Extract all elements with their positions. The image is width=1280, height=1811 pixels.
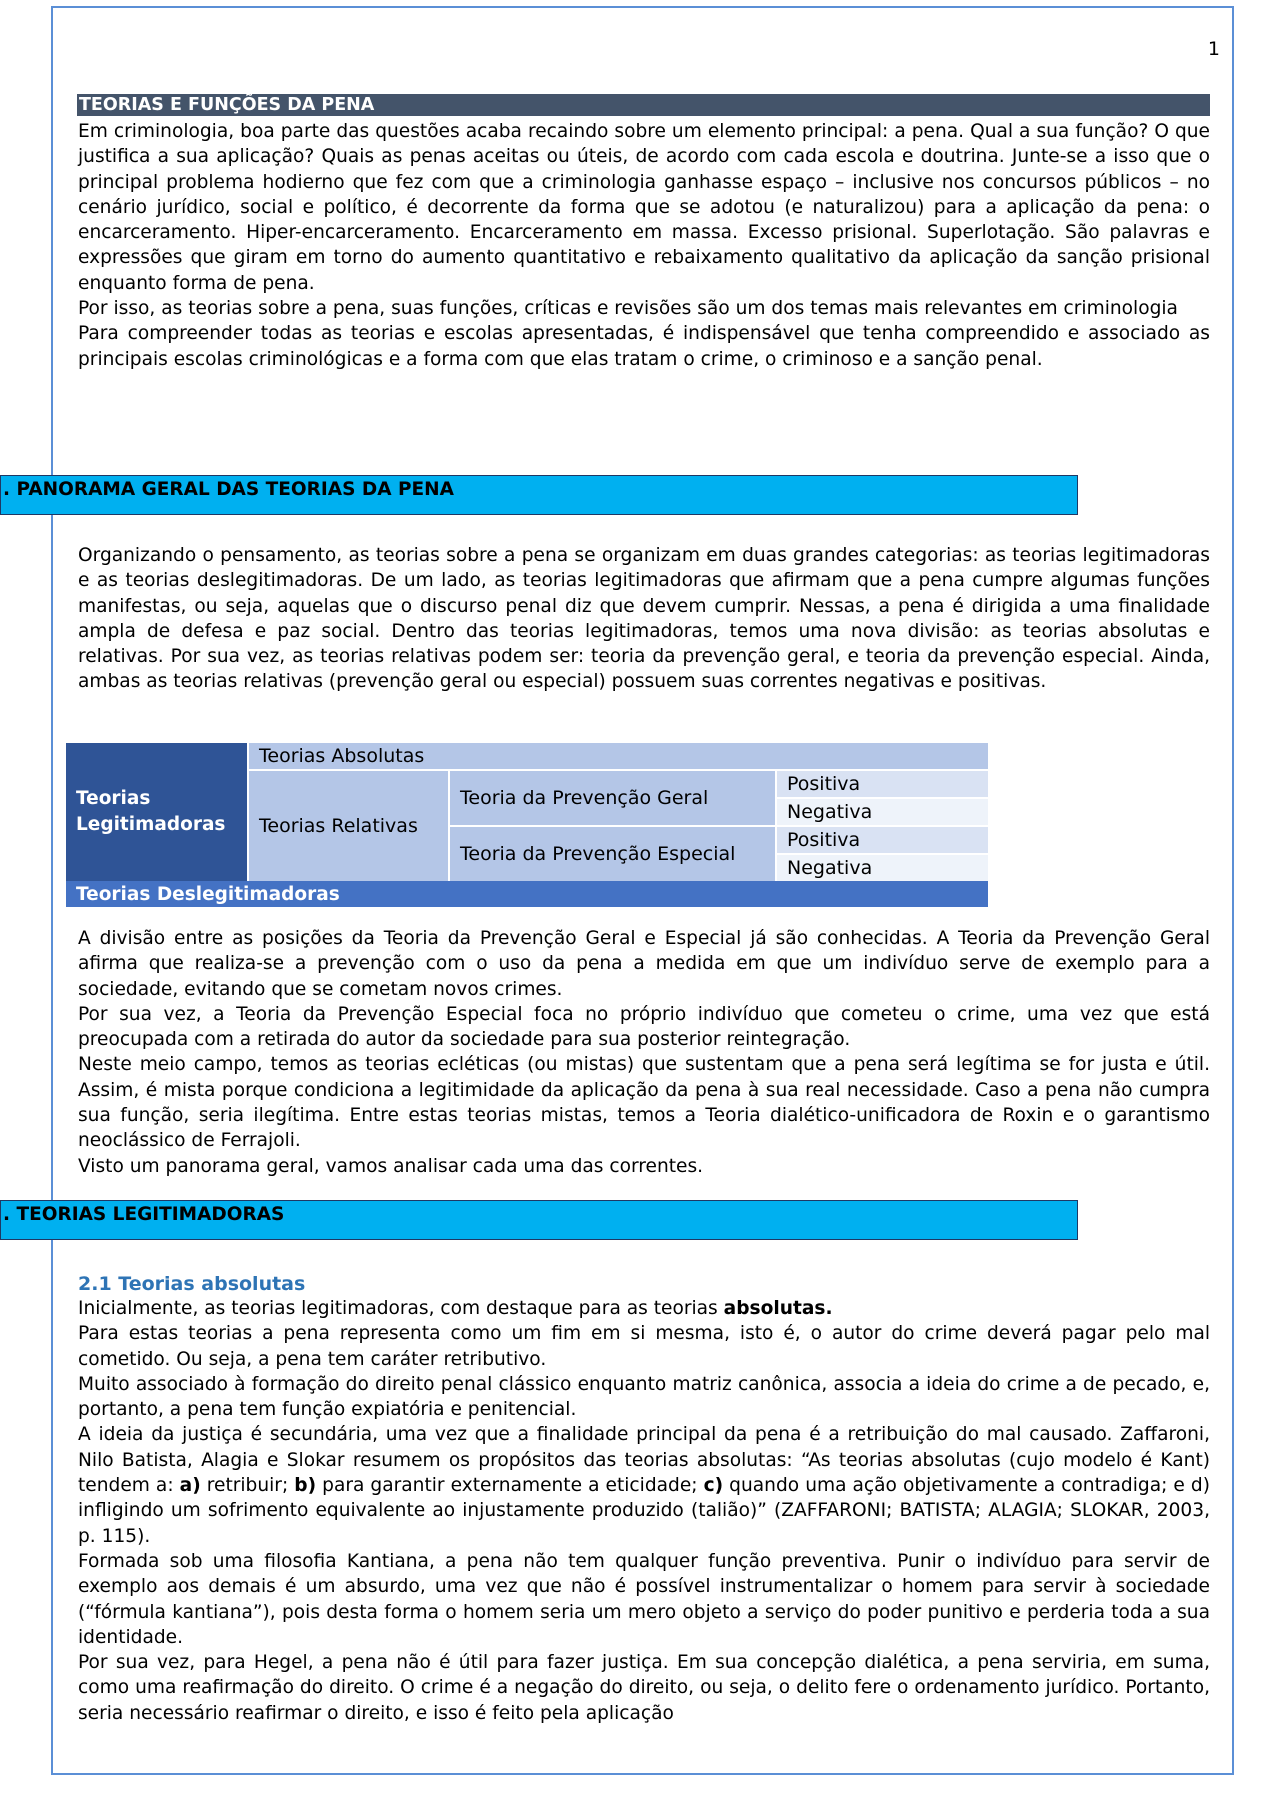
section-1-heading: . PANORAMA GERAL DAS TEORIAS DA PENA [0,475,1078,515]
section-2-heading: . TEORIAS LEGITIMADORAS [0,1200,1078,1240]
document-title: TEORIAS E FUNÇÕES DA PENA [77,94,1210,116]
section-2-body [78,1272,1210,1726]
cell-geral-negativa: Negativa [776,798,988,826]
cell-prevencao-especial: Teoria da Prevenção Especial [449,826,776,881]
cell-teorias-deslegitimadoras: Teorias Deslegitimadoras [66,881,988,907]
cell-teorias-legitimadoras: Teorias Legitimadoras [66,743,248,881]
section-2-paragraph-4 [78,1422,1210,1548]
intro-paragraph-2: Por isso, as teorias sobre a pena, suas funções, críticas e revisões são um dos temas mais relevantes em criminologia [78,298,1178,320]
section-1-after-paragraph-4: Visto um panorama geral, vamos analisar cada uma das correntes. [78,1155,704,1177]
cell-especial-positiva: Positiva [776,826,988,854]
cell-teorias-absolutas: Teorias Absolutas [248,743,988,770]
p4-bold-a: a) [179,1475,201,1497]
p4-b: retribuir; [200,1475,295,1497]
p4-d: quando uma ação objetivamente a contradiga; e d) infligindo um sofrimento equivalente ao injustamente produzido (talião)” (ZAFFARONI; BATISTA; ALAGIA; SLOKAR, 2003, p. 115). [78,1475,1210,1547]
section-1-after-paragraph-2: Por sua vez, a Teoria da Prevenção Especial foca no próprio indivíduo que cometeu o crime, uma vez que está preocupada com a retirada do autor da sociedade para sua posterior reintegração. [78,1003,1210,1051]
section-1-discussion [78,926,1210,1179]
cell-geral-positiva: Positiva [776,770,988,798]
section-1-after-paragraph-1: A divisão entre as posições da Teoria da Prevenção Geral e Especial já são conhecidas. A Teoria da Prevenção Geral afirma que realiza-se a prevenção com o uso da pena a medida em que um indivíduo serve de exemplo para a sociedade, evitando que se cometam novos crimes. [78,928,1210,1000]
cell-especial-negativa: Negativa [776,854,988,881]
theories-table [66,743,988,907]
p4-bold-b: b) [294,1475,317,1497]
p4-a: A ideia da justiça é secundária, uma vez que a finalidade principal da pena é a retribuição do mal causado. Zaffaroni, Nilo Batista, Alagia e Slokar resumem os propósitos das teorias absolutas: “As teorias absolutas (cujo modelo é Kant) tendem a: [78,1424,1210,1497]
section-2-paragraph-2: Para estas teorias a pena representa como um fim em si mesma, isto é, o autor do crime deverá pagar pelo mal cometido. Ou seja, a pena tem caráter retributivo. [78,1323,1210,1370]
intro-section [78,119,1210,372]
p1-bold: absolutas. [723,1298,833,1319]
page-number: 1 [1207,38,1220,60]
p4-bold-c: c) [703,1475,724,1497]
section-1-after-paragraph-3: Neste meio campo, temos as teorias ecléticas (ou mistas) que sustentam que a pena será legítima se for justa e útil. Assim, é mista porque condiciona a legitimidade da aplicação da pena à sua real necessidade. Caso a pena não cumpra sua função, seria ilegítima. Entre estas teorias mistas, temos a Teoria dialético-unificadora de Roxin e o garantismo neoclássico de Ferrajoli. [78,1054,1210,1152]
section-2-paragraph-6: Por sua vez, para Hegel, a pena não é útil para fazer justiça. Em sua concepção dialética, a pena serviria, em suma, como uma reafirmação do direito. O crime é a negação do direito, ou seja, o delito fere o ordenamento jurídico. Portanto, seria necessário reafirmar o direito, e isso é feito pela aplicação [78,1652,1210,1724]
section-2-paragraph-1 [78,1296,1210,1321]
p4-c: para garantir externamente a eticidade; [316,1475,704,1497]
section-1-paragraph: Organizando o pensamento, as teorias sobre a pena se organizam em duas grandes categorias: as teorias legitimadoras e as teorias deslegitimadoras. De um lado, as teorias legitimadoras que afirmam que a pena cumpre algumas funções manifestas, ou seja, aquelas que o discurso penal diz que devem cumprir. Nessas, a pena é dirigida a uma finalidade ampla de defesa e paz social. Dentro das teorias legitimadoras, temos uma nova divisão: as teorias absolutas e relativas. Por sua vez, as teorias relativas podem ser: teoria da prevenção geral, e teoria da prevenção especial. Ainda, ambas as teorias relativas (prevenção geral ou especial) possuem suas correntes negativas e positivas. [78,545,1210,693]
section-2-paragraph-3: Muito associado à formação do direito penal clássico enquanto matriz canônica, associa a ideia do crime a de pecado, e, portanto, a pena tem função expiatória e penitencial. [78,1373,1210,1421]
intro-paragraph-3: Para compreender todas as teorias e escolas apresentadas, é indispensável que tenha compreendido e associado as principais escolas criminológicas e a forma com que elas tratam o crime, o criminoso e a sanção penal. [78,323,1210,370]
cell-teorias-relativas: Teorias Relativas [248,770,449,881]
subsection-heading: 2.1 Teorias absolutas [78,1273,306,1295]
cell-prevencao-geral: Teoria da Prevenção Geral [449,770,776,826]
section-2-paragraph-5: Formada sob uma filosofia Kantiana, a pena não tem qualquer função preventiva. Punir o indivíduo para servir de exemplo aos demais é um absurdo, uma vez que não é possível instrumentalizar o homem para servir à sociedade (“fórmula kantiana”), pois desta forma o homem seria um mero objeto a serviço do poder punitivo e perderia toda a sua identidade. [78,1550,1210,1648]
intro-paragraph-1: Em criminologia, boa parte das questões acaba recaindo sobre um elemento principal: a pena. Qual a sua função? O que justifica a sua aplicação? Quais as penas aceitas ou úteis, de acordo com cada escola e doutrina. Junte-se a isso que o principal problema hodierno que fez com que a criminologia ganhasse espaço – inclusive nos concursos públicos – no cenário jurídico, social e político, é decorrente da forma que se adotou (e naturalizou) para a aplicação da pena: o encarceramento. Hiper-encarceramento. Encarceramento em massa. Excesso prisional. Superlotação. São palavras e expressões que giram em torno do aumento quantitativo e rebaixamento qualitativo da aplicação da sanção prisional enquanto forma de pena. [78,121,1210,294]
p1-text: Inicialmente, as teorias legitimadoras, com destaque para as teorias [78,1298,724,1319]
section-1-intro [78,543,1210,695]
